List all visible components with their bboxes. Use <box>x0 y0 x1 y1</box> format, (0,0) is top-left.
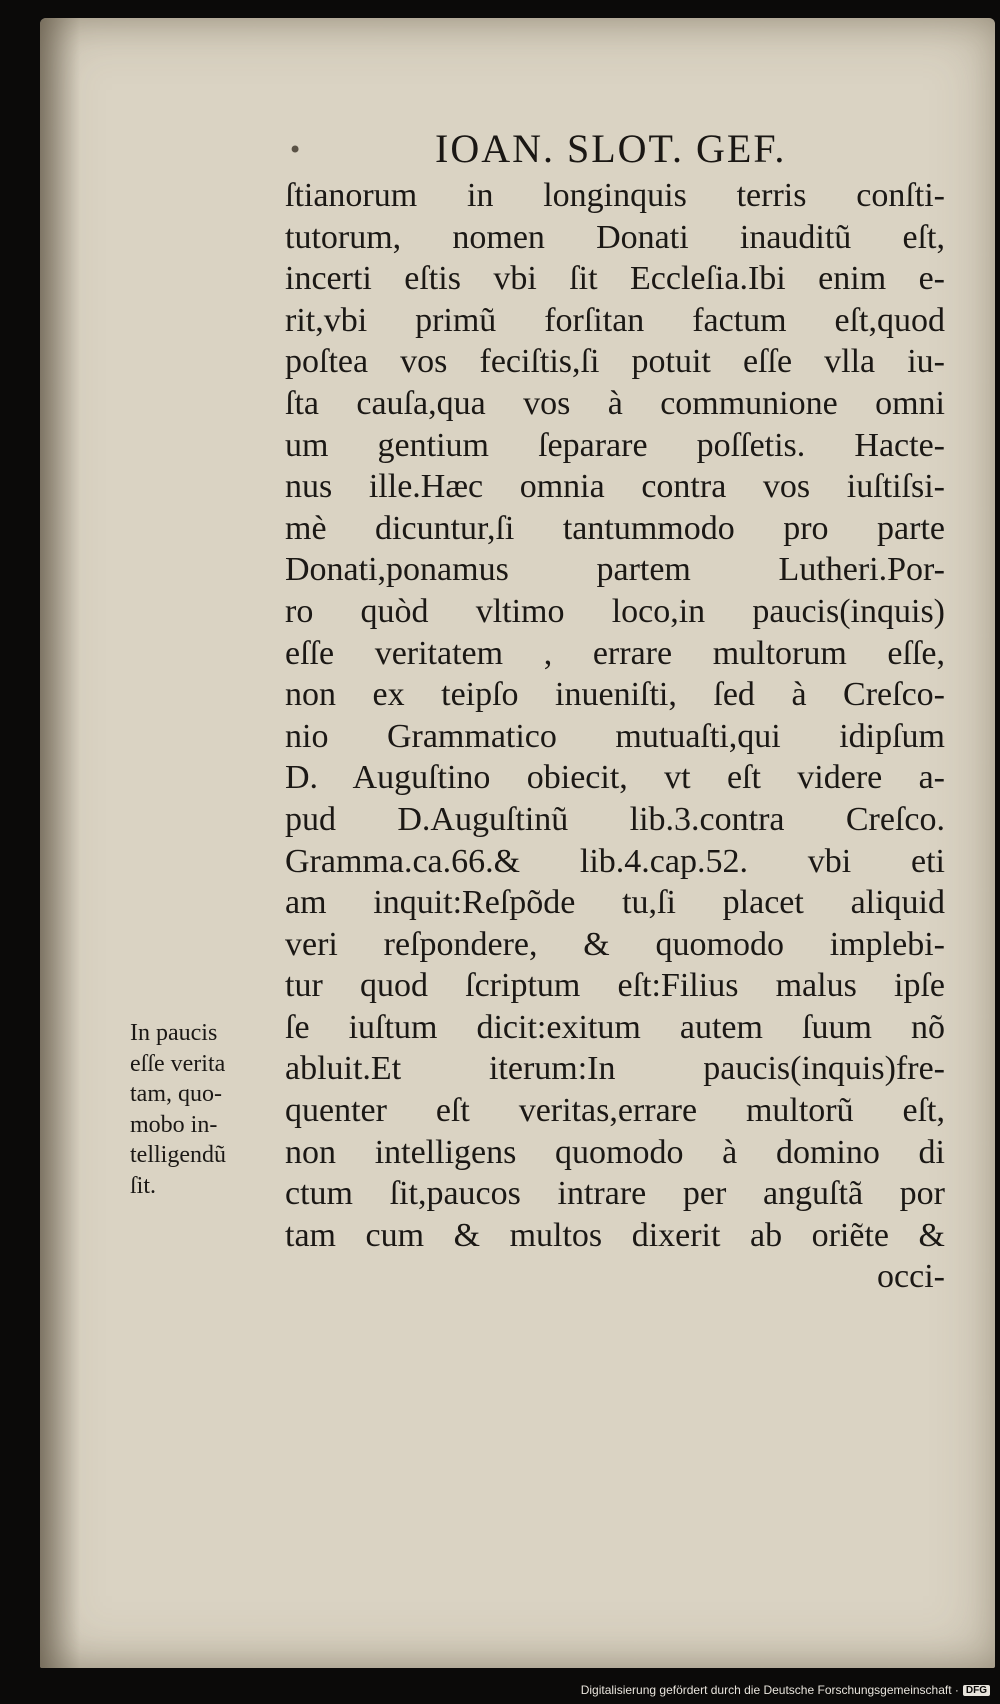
digitization-credit <box>0 1683 990 1697</box>
text-line: mè dicuntur,ſi tantummodo pro parte <box>285 509 945 547</box>
running-head: IOAN. SLOT. GEF. <box>435 126 787 171</box>
text-line: Donati,ponamus partem Lutheri.Por- <box>285 551 945 589</box>
text-line: eſſe veritatem , errare multorum eſſe, <box>285 634 945 672</box>
text-line: abluit.Et iterum:In paucis(inquis)fre- <box>285 1050 945 1088</box>
text-line: tam cum & multos dixerit ab oriẽte & <box>285 1216 945 1254</box>
marginal-note <box>130 1018 280 1201</box>
text-line: am inquit:Reſpõde tu,ſi placet aliquid <box>285 884 945 922</box>
body-text <box>285 175 945 1298</box>
text-line: non intelligens quomodo à domino di <box>285 1133 945 1171</box>
text-line: quenter eſt veritas,errare multorũ eſt, <box>285 1092 945 1130</box>
marginal-note-line: mobo in- <box>130 1111 218 1138</box>
text-line: nio Grammatico mutuaſti,qui idipſum <box>285 717 945 755</box>
marginal-note-line: telligendũ <box>130 1142 226 1168</box>
text-line: rit,vbi primũ forſitan factum eſt,quod <box>285 301 945 339</box>
marginal-note-line: In paucis <box>130 1020 218 1046</box>
text-line: um gentium ſeparare poſſetis. Hacte- <box>285 426 945 464</box>
text-line: pud D.Auguſtinũ lib.3.contra Creſco. <box>285 800 945 838</box>
text-line: incerti eſtis vbi ſit Eccleſia.Ibi enim e- <box>285 260 945 298</box>
marginal-note-line: eſſe verita <box>130 1050 226 1077</box>
page-gutter-shadow <box>40 18 80 1668</box>
text-line: ctum ſit,paucos intrare per anguſtã por <box>285 1175 945 1213</box>
text-line: ſta cauſa,qua vos à communione omni <box>285 384 945 422</box>
marginal-note-line: tam, quo- <box>130 1081 222 1107</box>
text-line: non ex teipſo inueniſti, ſed à Creſco- <box>285 676 945 714</box>
text-line: poſtea vos feciſtis,ſi potuit eſſe vlla iu- <box>285 343 945 381</box>
text-line: ſe iuſtum dicit:exitum autem ſuum nõ <box>285 1008 945 1046</box>
text-line: D. Auguſtino obiecit, vt eſt videre a- <box>285 759 945 797</box>
dfg-logo: DFG <box>963 1685 990 1696</box>
text-line: tur quod ſcriptum eſt:Filius malus ipſe <box>285 967 945 1005</box>
text-line: veri reſpondere, & quomodo implebi- <box>285 925 945 963</box>
credit-text: Digitalisierung gefördert durch die Deutsche Forschungsgemeinschaft · <box>580 1683 959 1697</box>
text-line: nus ille.Hæc omnia contra vos iuſtiſsi- <box>285 468 945 506</box>
text-line: ro quòd vltimo loco,in paucis(inquis) <box>285 592 945 630</box>
marginal-note-line: ſit. <box>130 1172 157 1199</box>
text-line: tutorum, nomen Donati inauditũ eſt, <box>285 218 945 256</box>
text-line: occi- <box>877 1258 945 1296</box>
text-line: ſtianorum in longinquis terris conſti- <box>285 177 945 214</box>
running-head-mark: • <box>288 136 303 164</box>
text-line: Gramma.ca.66.& lib.4.cap.52. vbi eti <box>285 842 945 880</box>
